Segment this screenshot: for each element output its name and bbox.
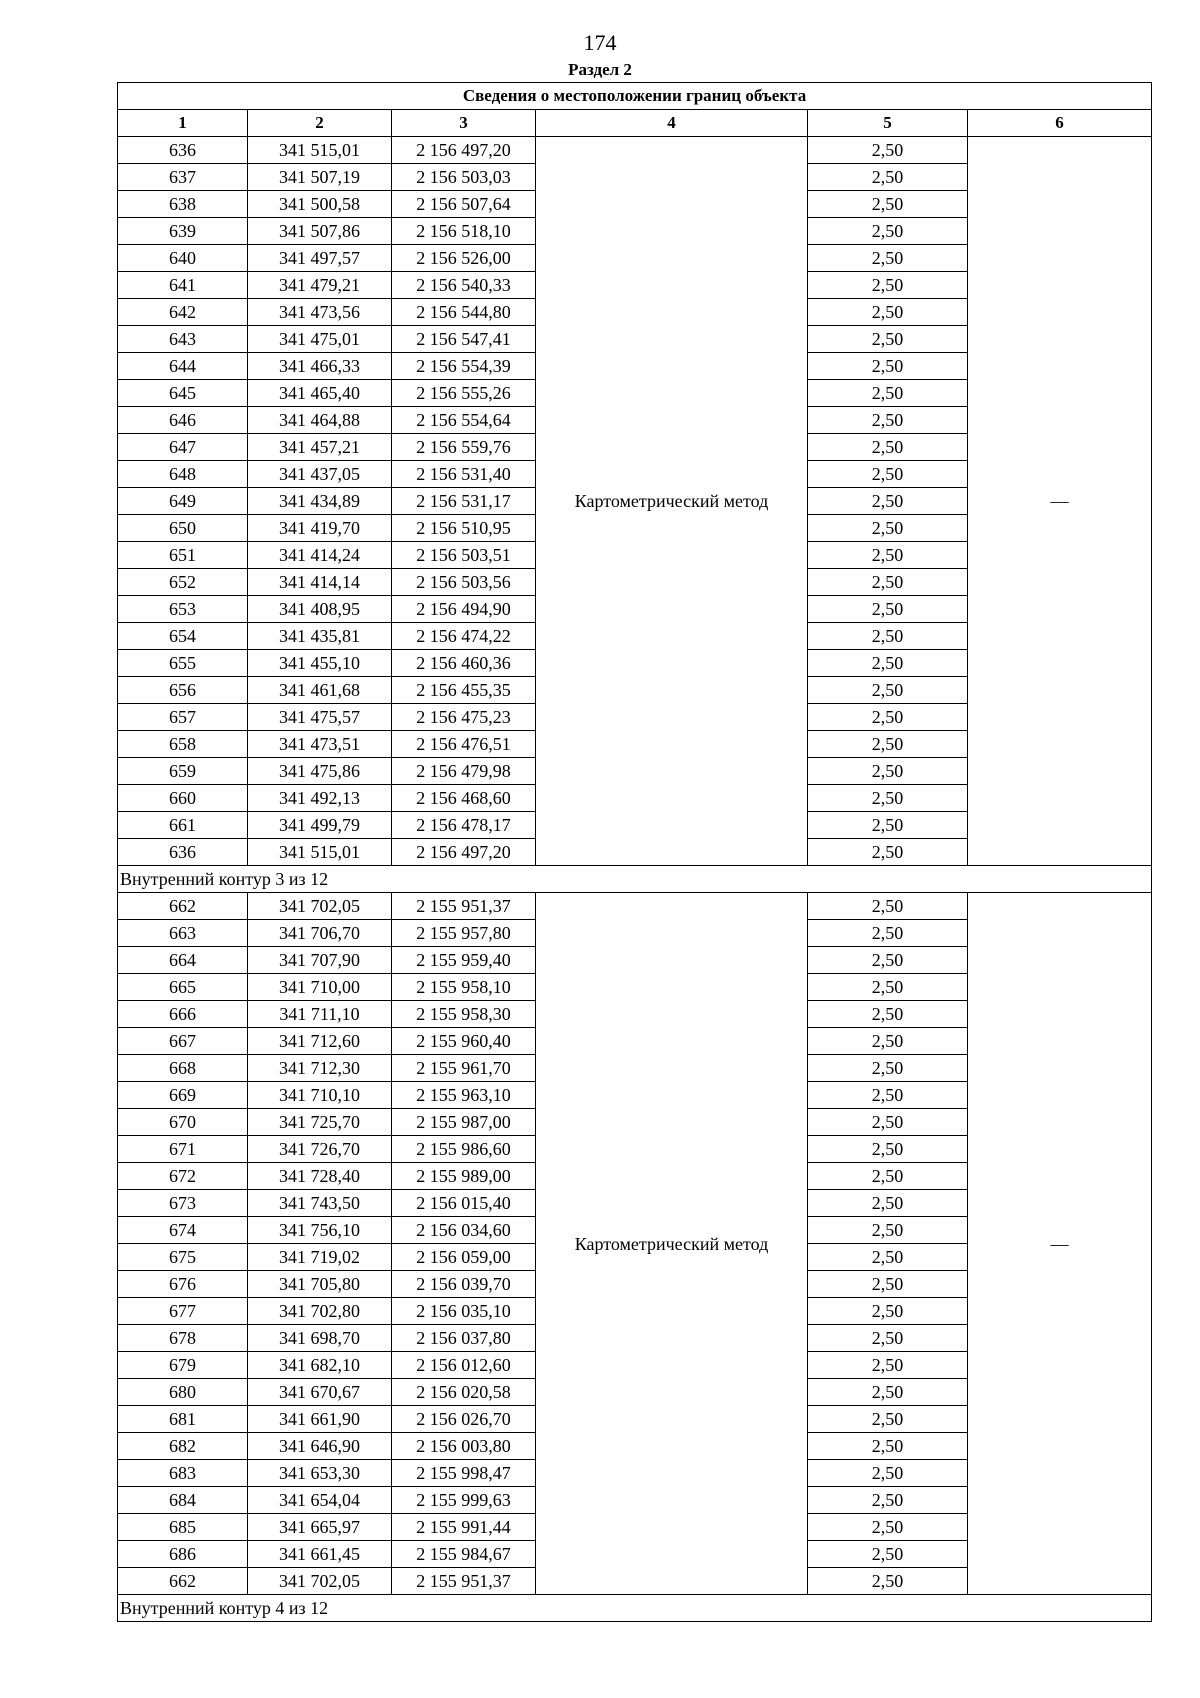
x-coordinate-cell: 341 705,80 [248,1271,392,1298]
point-number-cell: 682 [118,1433,248,1460]
column-number: 5 [808,110,968,137]
point-number-cell: 649 [118,488,248,515]
x-coordinate-cell: 341 473,56 [248,299,392,326]
y-coordinate-cell: 2 155 986,60 [392,1136,536,1163]
y-coordinate-cell: 2 155 987,00 [392,1109,536,1136]
x-coordinate-cell: 341 661,45 [248,1541,392,1568]
x-coordinate-cell: 341 726,70 [248,1136,392,1163]
y-coordinate-cell: 2 156 035,10 [392,1298,536,1325]
x-coordinate-cell: 341 465,40 [248,380,392,407]
x-coordinate-cell: 341 710,10 [248,1082,392,1109]
y-coordinate-cell: 2 156 531,40 [392,461,536,488]
x-coordinate-cell: 341 419,70 [248,515,392,542]
precision-cell: 2,50 [808,164,968,191]
point-number-cell: 665 [118,974,248,1001]
x-coordinate-cell: 341 712,60 [248,1028,392,1055]
point-number-cell: 636 [118,839,248,866]
point-number-cell: 680 [118,1379,248,1406]
point-number-cell: 655 [118,650,248,677]
x-coordinate-cell: 341 437,05 [248,461,392,488]
x-coordinate-cell: 341 475,57 [248,704,392,731]
precision-cell: 2,50 [808,1541,968,1568]
y-coordinate-cell: 2 156 015,40 [392,1190,536,1217]
y-coordinate-cell: 2 156 526,00 [392,245,536,272]
column-number: 2 [248,110,392,137]
x-coordinate-cell: 341 492,13 [248,785,392,812]
contour-label-row [118,1595,1152,1622]
contour-label: Внутренний контур 3 из 12 [118,866,1152,893]
y-coordinate-cell: 2 156 559,76 [392,434,536,461]
x-coordinate-cell: 341 507,19 [248,164,392,191]
x-coordinate-cell: 341 515,01 [248,137,392,164]
column-number: 3 [392,110,536,137]
precision-cell: 2,50 [808,1109,968,1136]
precision-cell: 2,50 [808,1406,968,1433]
precision-cell: 2,50 [808,1082,968,1109]
y-coordinate-cell: 2 156 037,80 [392,1325,536,1352]
x-coordinate-cell: 341 756,10 [248,1217,392,1244]
y-coordinate-cell: 2 156 479,98 [392,758,536,785]
column-number-row [118,110,1152,137]
precision-cell: 2,50 [808,1271,968,1298]
point-number-cell: 647 [118,434,248,461]
y-coordinate-cell: 2 155 963,10 [392,1082,536,1109]
section-title: Раздел 2 [568,60,632,79]
point-number-cell: 673 [118,1190,248,1217]
precision-cell: 2,50 [808,569,968,596]
point-number-cell: 643 [118,326,248,353]
point-number-cell: 681 [118,1406,248,1433]
y-coordinate-cell: 2 156 034,60 [392,1217,536,1244]
precision-cell: 2,50 [808,677,968,704]
precision-cell: 2,50 [808,758,968,785]
point-number-cell: 672 [118,1163,248,1190]
precision-cell: 2,50 [808,1055,968,1082]
method-cell: Картометрический метод [536,893,808,1595]
precision-cell: 2,50 [808,299,968,326]
precision-cell: 2,50 [808,1028,968,1055]
x-coordinate-cell: 341 414,24 [248,542,392,569]
y-coordinate-cell: 2 156 510,95 [392,515,536,542]
note-cell: — [968,137,1152,866]
precision-cell: 2,50 [808,461,968,488]
point-number-cell: 667 [118,1028,248,1055]
y-coordinate-cell: 2 155 961,70 [392,1055,536,1082]
point-number-cell: 666 [118,1001,248,1028]
point-number-cell: 663 [118,920,248,947]
precision-cell: 2,50 [808,353,968,380]
column-number: 4 [536,110,808,137]
y-coordinate-cell: 2 155 959,40 [392,947,536,974]
precision-cell: 2,50 [808,1487,968,1514]
x-coordinate-cell: 341 710,00 [248,974,392,1001]
point-number-cell: 669 [118,1082,248,1109]
x-coordinate-cell: 341 455,10 [248,650,392,677]
table-row [118,893,1152,920]
point-number-cell: 686 [118,1541,248,1568]
point-number-cell: 684 [118,1487,248,1514]
x-coordinate-cell: 341 499,79 [248,812,392,839]
y-coordinate-cell: 2 155 960,40 [392,1028,536,1055]
point-number-cell: 676 [118,1271,248,1298]
precision-cell: 2,50 [808,839,968,866]
y-coordinate-cell: 2 156 503,03 [392,164,536,191]
precision-cell: 2,50 [808,1514,968,1541]
precision-cell: 2,50 [808,542,968,569]
x-coordinate-cell: 341 500,58 [248,191,392,218]
point-number-cell: 639 [118,218,248,245]
point-number-cell: 648 [118,461,248,488]
precision-cell: 2,50 [808,1379,968,1406]
precision-cell: 2,50 [808,1460,968,1487]
precision-cell: 2,50 [808,218,968,245]
precision-cell: 2,50 [808,1136,968,1163]
point-number-cell: 652 [118,569,248,596]
precision-cell: 2,50 [808,137,968,164]
y-coordinate-cell: 2 156 547,41 [392,326,536,353]
point-number-cell: 640 [118,245,248,272]
x-coordinate-cell: 341 479,21 [248,272,392,299]
x-coordinate-cell: 341 728,40 [248,1163,392,1190]
precision-cell: 2,50 [808,1433,968,1460]
precision-cell: 2,50 [808,434,968,461]
precision-cell: 2,50 [808,1001,968,1028]
table-caption: Сведения о местоположении границ объекта [118,83,1152,110]
y-coordinate-cell: 2 156 476,51 [392,731,536,758]
contour-label: Внутренний контур 4 из 12 [118,1595,1152,1622]
y-coordinate-cell: 2 156 455,35 [392,677,536,704]
y-coordinate-cell: 2 156 474,22 [392,623,536,650]
point-number-cell: 677 [118,1298,248,1325]
x-coordinate-cell: 341 464,88 [248,407,392,434]
point-number-cell: 654 [118,623,248,650]
x-coordinate-cell: 341 461,68 [248,677,392,704]
point-number-cell: 671 [118,1136,248,1163]
y-coordinate-cell: 2 155 991,44 [392,1514,536,1541]
y-coordinate-cell: 2 156 544,80 [392,299,536,326]
precision-cell: 2,50 [808,704,968,731]
boundary-coordinates-table [117,82,1152,1622]
point-number-cell: 656 [118,677,248,704]
point-number-cell: 650 [118,515,248,542]
point-number-cell: 674 [118,1217,248,1244]
y-coordinate-cell: 2 156 460,36 [392,650,536,677]
point-number-cell: 661 [118,812,248,839]
precision-cell: 2,50 [808,1163,968,1190]
y-coordinate-cell: 2 156 020,58 [392,1379,536,1406]
precision-cell: 2,50 [808,1352,968,1379]
y-coordinate-cell: 2 156 497,20 [392,137,536,164]
page-number: 174 [583,30,617,55]
y-coordinate-cell: 2 156 026,70 [392,1406,536,1433]
y-coordinate-cell: 2 156 494,90 [392,596,536,623]
x-coordinate-cell: 341 466,33 [248,353,392,380]
precision-cell: 2,50 [808,731,968,758]
point-number-cell: 641 [118,272,248,299]
precision-cell: 2,50 [808,974,968,1001]
y-coordinate-cell: 2 155 989,00 [392,1163,536,1190]
point-number-cell: 660 [118,785,248,812]
point-number-cell: 636 [118,137,248,164]
x-coordinate-cell: 341 682,10 [248,1352,392,1379]
precision-cell: 2,50 [808,920,968,947]
y-coordinate-cell: 2 156 503,51 [392,542,536,569]
method-cell: Картометрический метод [536,137,808,866]
y-coordinate-cell: 2 156 478,17 [392,812,536,839]
point-number-cell: 678 [118,1325,248,1352]
y-coordinate-cell: 2 156 039,70 [392,1271,536,1298]
precision-cell: 2,50 [808,380,968,407]
y-coordinate-cell: 2 156 554,64 [392,407,536,434]
contour-label-row [118,866,1152,893]
x-coordinate-cell: 341 653,30 [248,1460,392,1487]
y-coordinate-cell: 2 155 998,47 [392,1460,536,1487]
precision-cell: 2,50 [808,1298,968,1325]
y-coordinate-cell: 2 156 507,64 [392,191,536,218]
y-coordinate-cell: 2 155 958,30 [392,1001,536,1028]
precision-cell: 2,50 [808,488,968,515]
x-coordinate-cell: 341 706,70 [248,920,392,947]
precision-cell: 2,50 [808,326,968,353]
precision-cell: 2,50 [808,650,968,677]
precision-cell: 2,50 [808,893,968,920]
y-coordinate-cell: 2 155 951,37 [392,893,536,920]
point-number-cell: 668 [118,1055,248,1082]
point-number-cell: 642 [118,299,248,326]
x-coordinate-cell: 341 475,86 [248,758,392,785]
y-coordinate-cell: 2 156 012,60 [392,1352,536,1379]
y-coordinate-cell: 2 156 475,23 [392,704,536,731]
y-coordinate-cell: 2 155 957,80 [392,920,536,947]
point-number-cell: 683 [118,1460,248,1487]
y-coordinate-cell: 2 156 468,60 [392,785,536,812]
precision-cell: 2,50 [808,785,968,812]
y-coordinate-cell: 2 156 555,26 [392,380,536,407]
point-number-cell: 685 [118,1514,248,1541]
precision-cell: 2,50 [808,407,968,434]
precision-cell: 2,50 [808,1568,968,1595]
point-number-cell: 637 [118,164,248,191]
point-number-cell: 638 [118,191,248,218]
table-row [118,137,1152,164]
x-coordinate-cell: 341 702,80 [248,1298,392,1325]
point-number-cell: 679 [118,1352,248,1379]
precision-cell: 2,50 [808,812,968,839]
precision-cell: 2,50 [808,947,968,974]
y-coordinate-cell: 2 156 554,39 [392,353,536,380]
point-number-cell: 651 [118,542,248,569]
precision-cell: 2,50 [808,623,968,650]
precision-cell: 2,50 [808,596,968,623]
y-coordinate-cell: 2 155 951,37 [392,1568,536,1595]
x-coordinate-cell: 341 507,86 [248,218,392,245]
y-coordinate-cell: 2 155 984,67 [392,1541,536,1568]
x-coordinate-cell: 341 661,90 [248,1406,392,1433]
x-coordinate-cell: 341 702,05 [248,893,392,920]
x-coordinate-cell: 341 497,57 [248,245,392,272]
point-number-cell: 645 [118,380,248,407]
point-number-cell: 675 [118,1244,248,1271]
x-coordinate-cell: 341 707,90 [248,947,392,974]
x-coordinate-cell: 341 743,50 [248,1190,392,1217]
x-coordinate-cell: 341 434,89 [248,488,392,515]
y-coordinate-cell: 2 155 958,10 [392,974,536,1001]
x-coordinate-cell: 341 711,10 [248,1001,392,1028]
point-number-cell: 662 [118,893,248,920]
x-coordinate-cell: 341 475,01 [248,326,392,353]
x-coordinate-cell: 341 473,51 [248,731,392,758]
x-coordinate-cell: 341 408,95 [248,596,392,623]
point-number-cell: 664 [118,947,248,974]
x-coordinate-cell: 341 654,04 [248,1487,392,1514]
point-number-cell: 644 [118,353,248,380]
y-coordinate-cell: 2 156 059,00 [392,1244,536,1271]
y-coordinate-cell: 2 156 518,10 [392,218,536,245]
point-number-cell: 657 [118,704,248,731]
x-coordinate-cell: 341 515,01 [248,839,392,866]
note-cell: — [968,893,1152,1595]
point-number-cell: 670 [118,1109,248,1136]
x-coordinate-cell: 341 670,67 [248,1379,392,1406]
point-number-cell: 658 [118,731,248,758]
y-coordinate-cell: 2 156 497,20 [392,839,536,866]
x-coordinate-cell: 341 719,02 [248,1244,392,1271]
y-coordinate-cell: 2 156 540,33 [392,272,536,299]
y-coordinate-cell: 2 156 503,56 [392,569,536,596]
x-coordinate-cell: 341 725,70 [248,1109,392,1136]
point-number-cell: 653 [118,596,248,623]
precision-cell: 2,50 [808,191,968,218]
x-coordinate-cell: 341 665,97 [248,1514,392,1541]
x-coordinate-cell: 341 435,81 [248,623,392,650]
point-number-cell: 662 [118,1568,248,1595]
precision-cell: 2,50 [808,1190,968,1217]
x-coordinate-cell: 341 414,14 [248,569,392,596]
y-coordinate-cell: 2 155 999,63 [392,1487,536,1514]
precision-cell: 2,50 [808,245,968,272]
x-coordinate-cell: 341 457,21 [248,434,392,461]
point-number-cell: 646 [118,407,248,434]
precision-cell: 2,50 [808,1217,968,1244]
precision-cell: 2,50 [808,1325,968,1352]
x-coordinate-cell: 341 646,90 [248,1433,392,1460]
point-number-cell: 659 [118,758,248,785]
column-number: 6 [968,110,1152,137]
x-coordinate-cell: 341 698,70 [248,1325,392,1352]
x-coordinate-cell: 341 702,05 [248,1568,392,1595]
precision-cell: 2,50 [808,515,968,542]
y-coordinate-cell: 2 156 531,17 [392,488,536,515]
precision-cell: 2,50 [808,1244,968,1271]
column-number: 1 [118,110,248,137]
x-coordinate-cell: 341 712,30 [248,1055,392,1082]
y-coordinate-cell: 2 156 003,80 [392,1433,536,1460]
precision-cell: 2,50 [808,272,968,299]
